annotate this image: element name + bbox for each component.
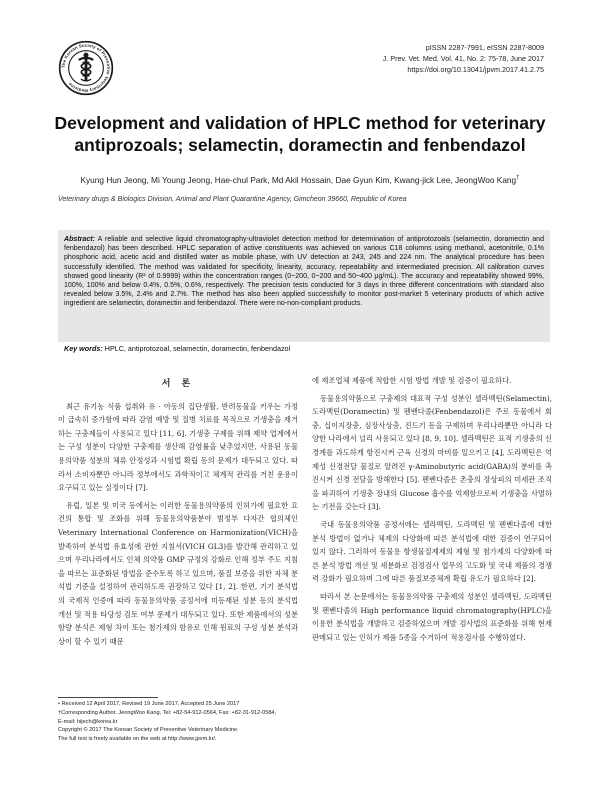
citation-line: J. Prev. Vet. Med. Vol. 41, No. 2: 75-78, June 2017 <box>382 54 544 63</box>
body-paragraph: 따라서 본 논문에서는 동물용의약품 구충제의 성분인 셀라멕틴, 도라멕틴 및 펜벤다졸의 High performance liquid chromatography(HPLC)을 이용한 분석법을 개발하고 검증하였으며 개발 검사법의 표준화를 위해 현재 판매되고 있는 인허가 제품 5종을 수거하여 적용검사를 수행하였다. <box>312 591 552 642</box>
keywords <box>64 344 550 353</box>
received-dates: • Received 12 April 2017, Revised 19 June 2017, Accepted 25 June 2017 <box>58 701 240 707</box>
affiliation: Veterinary drugs & Biologics Division, Animal and Plant Quarantine Agency, Gimcheon 39660, Republic of Korea <box>58 196 407 203</box>
caduceus-emblem-icon <box>78 53 94 82</box>
doi-link[interactable]: https://doi.org/10.13041/jpvm.2017.41.2.75 <box>407 65 544 74</box>
footnote-divider <box>58 697 158 698</box>
title-line-1: Development and validation of HPLC method for veterinary <box>54 113 546 133</box>
abstract-label: Abstract: <box>64 236 95 243</box>
corresponding-author-mark: † <box>516 175 520 182</box>
fulltext-notice: The full text is freely available on the web at http://www.jpvm.kr/. <box>58 736 217 743</box>
abstract-text: A reliable and selective liquid chromatography‐ultraviolet detection method for determination of antiprotozoals (selamectin, doramectin and fenbendazol) has been described. HPLC separation of active constituents was achieved on various C18 columns using methanol, acetonitrile, 0.1% phosphoric acid, acetic acid and distilled water as mobile phase, with UV detection at 243, 245 and 224 nm. The analytical procedure has been successfully identified. The method was validated for specificity, linearity, accuracy, repeatability and intermediated precision. All calibration curves showed good linearity (R² of 0.9999) within the concentration ranges (0~200, 0~200 and 50~400 μg/mL). The accuracy and repeatability showed 99%, 100%, 100% and below 0.4%, 0.5%, 0.6%, respectively. The precision tests conducted for 3 days in three different concentrations with standard also revealed below 3.5%, 2.4% and 2.7%. The method has also been applied successfully to monitor post-market 5 veterinary products of which active ingredient are selamectin, doramectin and fenbendazol. There were no-non-compliant products. <box>64 236 544 308</box>
body-column-left <box>58 378 298 648</box>
keywords-label: Key words: <box>64 344 103 353</box>
keywords-text: HPLC, antiprotozoal, selamectin, doramectin, fenbendazol <box>104 344 291 353</box>
body-paragraph: 최근 유기농 식품 섭취와 유 · 아동의 집단생활, 반려동물을 키우는 가정이 급속히 증가함에 따라 감염 예방 및 질병 치료를 목적으로 기생충을 제거하는 구충제들이 사용되고 있다 [11, 6]. 기생충 구제를 위해 제약 업계에서는 구성 성분이 다양한 구충제를 생산해 감염률을 낮추었지만, 사용된 동물용의약품 성분의 체류 안정성과 시험법 확립 등의 문제가 대두되고 있다. 따라서 소비자뿐만 아니라 정부에서도 과학적이고 체계적 관리를 거친 운용이 요구되고 있는 실정이다 [7]. <box>58 401 298 493</box>
corresponding-author: †Corresponding Author. JeongWoo Kang, Tel: +82-54-912-0564, Fax: +82-31-912-0584, <box>58 709 277 716</box>
publication-info <box>383 42 544 75</box>
footnotes <box>58 700 298 744</box>
body-paragraph: 에 제조업체 제품에 적합한 시험 방법 개발 및 검증이 필요하다. <box>312 376 512 385</box>
body-paragraph: 동물용의약품으로 구충제의 대표적 구성 성분인 셀라멕틴(Selamectin), 도라멕틴(Doramectin) 및 펜벤다졸(Fenbendazol)은 주로 동물에서 회충, 십이지장충, 심장사상충, 진드기 등을 구제하며 우리나라뿐만 아니라 다양한 나라에서 널리 사용되고 있다 [8, 9, 10]. 셀라멕틴은 표적 기생충의 신경계를 과도하게 항진시켜 근육 신경의 마비를 일으키고 [4], 도라멕틴은 억제성 신경전달 물질로 알려진 γ-Aminobutyric acid(GABA)의 분비를 촉진시켜 신경 전달을 방해한다 [5]. 펜벤다졸은 촌충의 장상피의 미세관 조직을 파괴하여 기생충 장내의 Glucose 흡수를 억제함으로써 기생충을 사멸하는 기전을 갖는다 [3]. <box>312 393 553 512</box>
corresponding-email[interactable]: E-mail: hijech@korea.kr <box>58 718 118 725</box>
logo-ring-text: The Korean Society of Preventive Veterinary Medicine <box>60 42 112 94</box>
society-logo <box>58 40 114 96</box>
title-line-2: antiprozoals; selamectin, doramectin and fenbendazol <box>74 135 526 155</box>
body-column-right <box>312 374 552 644</box>
copyright: Copyright © 2017 The Korean Society of Preventive Veterinary Medicine. <box>58 727 239 734</box>
section-heading-introduction: 서 론 <box>161 379 195 389</box>
abstract-box <box>58 230 550 342</box>
body-paragraph: 유럽, 일본 및 미국 등에서는 이러한 동물용의약품의 인허가에 필요한 요건의 통합 및 조화를 위해 동물용의약품분야 범정부 다자간 협의체인 Veterinary International Conference on Harmonization(VICH)을 발족하여 분석법 유효성에 관한 지침서(VICH GL3)를 발간해 관리하고 있으며 우리나라에서도 인체 의약품 GMP 규정의 강화로 인해 정부 주도 지침을 따르는 표준화된 방법을 준수토록 하고 있으며, 품질 보증을 위한 자체 분석법 기준을 설정하여 관리하도록 권장하고 있다 [1, 2]. 한편, 기기 분석법의 국제적 인증에 따라 동물용의약품 공정서에 미등재된 성분 등의 분석법 개선 및 적용 타당성 검토 여부 문제가 대두되고 있다. 또한 제품에서의 성분 함량 분석은 제형 차이 또는 첨가제의 함유로 인해 원료의 구성 성분 분석과 상이 할 수 있기 때문 <box>58 500 298 646</box>
article-title <box>40 112 560 156</box>
body-paragraph: 국내 동물용의약품 공정서에는 셀라멕틴, 도라멕틴 및 펜벤다졸에 대한 분석 방법이 없거나 체제의 다양화에 따른 분석법에 대한 검증이 연구되어 있지 않다. 그러하여 동물용 항생물질제제의 제형 및 첨가제의 다양화에 따른 분석 방법 개선 및 세분화로 검정검사 업무의 고도화 및 국내 제품의 경쟁력 강화가 필요하며 그에 따른 품질보증체계 확립 유도가 필요하다 [2]. <box>312 519 552 584</box>
author-list <box>30 175 570 185</box>
issn-line: pISSN 2287-7991, eISSN 2287-8009 <box>425 43 544 52</box>
authors-text: Kyung Hun Jeong, Mi Young Jeong, Hae-chul Park, Md Akil Hossain, Dae Gyun Kim, Kwang-jick Lee, JeongWoo Kang <box>80 175 517 185</box>
